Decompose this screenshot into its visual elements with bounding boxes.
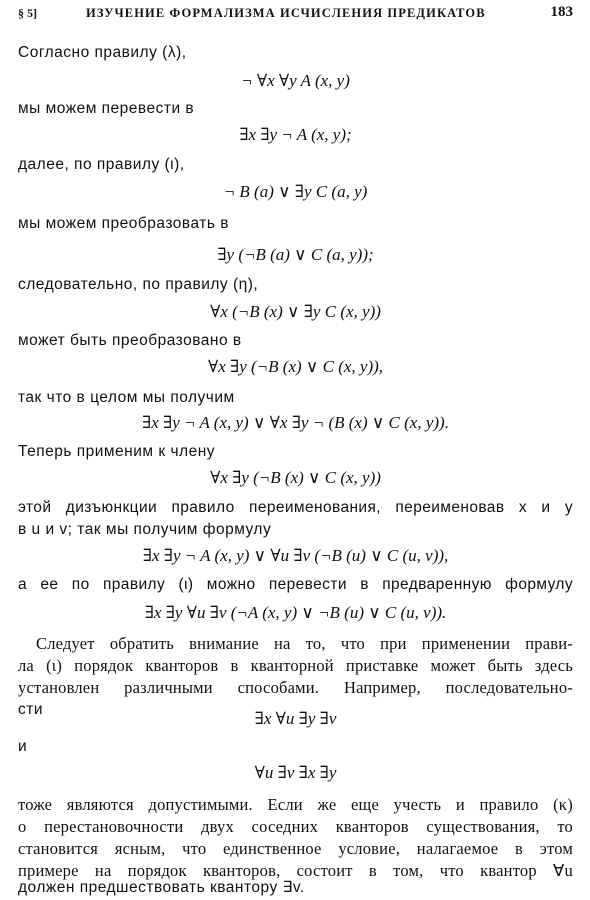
formula-line: ¬ ∀x ∀y A (x, y) (241, 71, 350, 90)
formula-line: ∃x ∃y ¬ A (x, y) ∨ ∀x ∃y ¬ (B (x) ∨ C (x, y)). (142, 413, 449, 432)
text-line: должен предшествовать квантору ∃v. (18, 879, 305, 896)
text-line: ла (ι) порядок кванторов в кванторной приставке может быть здесь (18, 656, 573, 675)
text-line: следовательно, по правилу (η), (18, 276, 259, 293)
formula-line: ∃x ∃y ¬ A (x, y); (239, 125, 352, 144)
formula-line: ∀u ∃v ∃x ∃y (254, 763, 337, 782)
formula-line: ∀x ∃y (¬B (x) ∨ C (x, y)), (207, 357, 384, 376)
text-line: далее, по правилу (ι), (18, 156, 185, 173)
formula-line: ¬ B (a) ∨ ∃y C (a, y) (223, 182, 368, 201)
text-line: Теперь применим к члену (18, 443, 216, 460)
text-line: а ее по правилу (ι) можно перевести в предваренную формулу (18, 576, 573, 593)
text-line: о перестановочности двух соседних кванторов существования, то (18, 817, 573, 836)
text-line: Согласно правилу (λ), (18, 44, 187, 61)
text-line: Следует обратить внимание на то, что при применении прави- (36, 634, 573, 653)
text-line: становится ясным, что единственное условие, налагаемое в этом (18, 839, 573, 858)
formula-line: ∃x ∀u ∃y ∃v (254, 709, 337, 728)
text-line: мы можем преобразовать в (18, 215, 229, 232)
formula-line: ∃x ∃y ¬ A (x, y) ∨ ∀u ∃v (¬B (u) ∨ C (u, v)), (142, 546, 449, 565)
text-line: в u и v; так мы получим формулу (18, 521, 272, 538)
text-line: так что в целом мы получим (18, 389, 235, 406)
formula-line: ∃y (¬B (a) ∨ C (a, y)); (217, 245, 374, 264)
text-line: примере на порядок кванторов, состоит в том, что квантор ∀u (18, 861, 573, 880)
header-section-number: § 5] (18, 6, 37, 20)
text-line: и (18, 738, 28, 755)
formula-line: ∃x ∃y ∀u ∃v (¬A (x, y) ∨ ¬B (u) ∨ C (u, v)). (144, 603, 447, 622)
text-line: тоже являются допустимыми. Если же еще учесть и правило (κ) (18, 795, 573, 814)
formula-line: ∀x (¬B (x) ∨ ∃y C (x, y)) (210, 302, 381, 321)
page-number: 183 (550, 4, 573, 20)
header-title: ИЗУЧЕНИЕ ФОРМАЛИЗМА ИСЧИСЛЕНИЯ ПРЕДИКАТОВ (86, 6, 486, 20)
formula-line: ∀x ∃y (¬B (x) ∨ C (x, y)) (210, 468, 381, 487)
text-line: сти (18, 701, 44, 718)
text-line: может быть преобразовано в (18, 332, 242, 349)
text-line: мы можем перевести в (18, 100, 195, 117)
running-header (18, 4, 573, 24)
text-line: установлен различными способами. Например, последовательно- (18, 678, 573, 697)
book-page (18, 0, 573, 900)
text-line: этой дизъюнкции правило переименования, переименовав x и y (18, 499, 573, 516)
